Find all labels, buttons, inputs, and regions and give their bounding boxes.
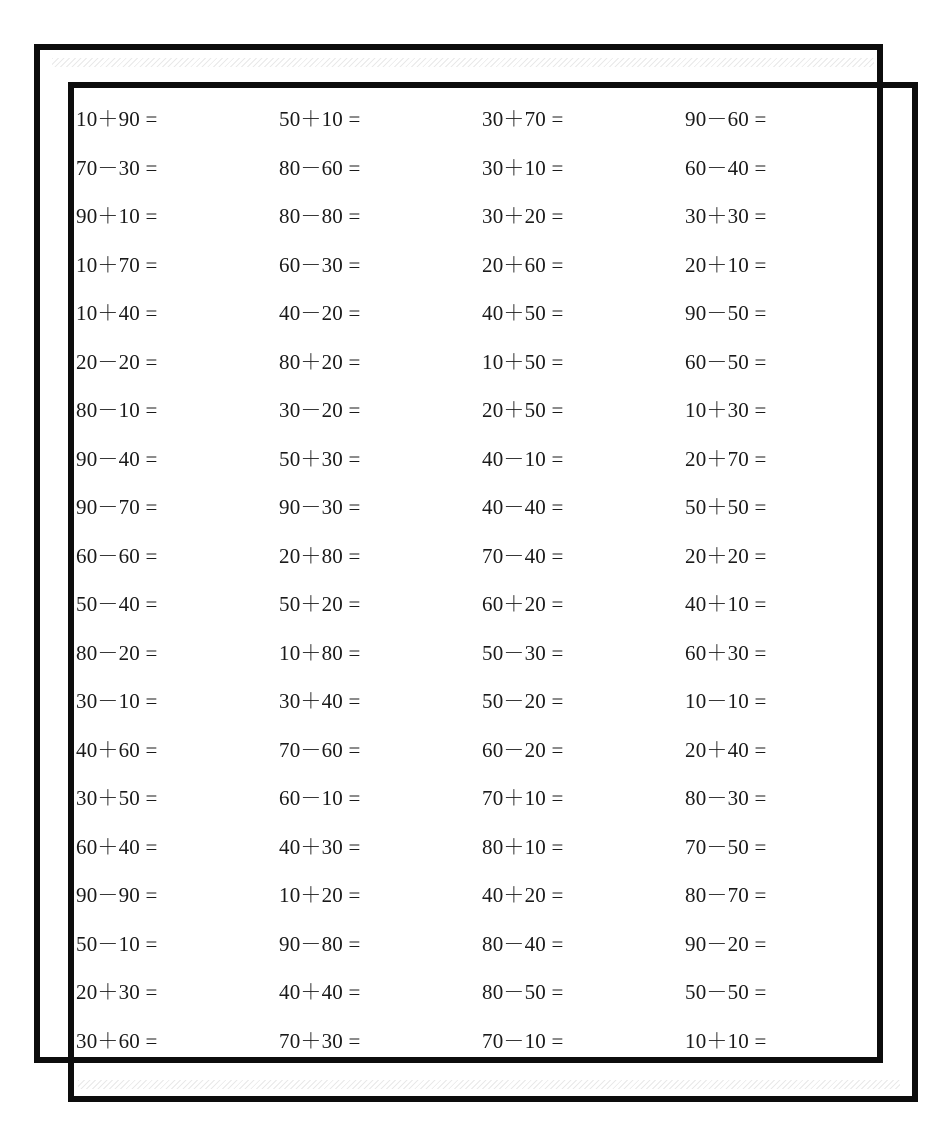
problem: 80＋10 =: [482, 834, 564, 859]
problem: 20＋50 =: [482, 398, 564, 423]
problem: 60－60 =: [76, 543, 158, 568]
problem: 90－20 =: [685, 931, 767, 956]
problem-row: [76, 822, 888, 871]
problem-row: [76, 870, 888, 919]
problem-row: [76, 579, 888, 628]
problem: 90－70 =: [76, 495, 158, 520]
problem: 80＋20 =: [279, 349, 361, 374]
problem-row: [76, 919, 888, 968]
problem-row: [76, 482, 888, 531]
problem-row: [76, 531, 888, 580]
problem: 40＋30 =: [279, 834, 361, 859]
problem: 20＋70 =: [685, 446, 767, 471]
problem: 30＋60 =: [76, 1028, 158, 1053]
problem: 30－20 =: [279, 398, 361, 423]
problem: 40－10 =: [482, 446, 564, 471]
problem: 90－30 =: [279, 495, 361, 520]
problem-row: [76, 94, 888, 143]
problem: 40＋60 =: [76, 737, 158, 762]
problem: 20＋20 =: [685, 543, 767, 568]
problem: 50＋30 =: [279, 446, 361, 471]
problem: 70＋10 =: [482, 786, 564, 811]
problem: 90－40 =: [76, 446, 158, 471]
problem: 30＋30 =: [685, 204, 767, 229]
problem: 60－10 =: [279, 786, 361, 811]
problem: 30＋40 =: [279, 689, 361, 714]
problem: 30－10 =: [76, 689, 158, 714]
problem-row: [76, 967, 888, 1016]
problem: 80－30 =: [685, 786, 767, 811]
problem: 10＋20 =: [279, 883, 361, 908]
problem: 50＋10 =: [279, 107, 361, 132]
problem: 50－10 =: [76, 931, 158, 956]
problem: 10＋70 =: [76, 252, 158, 277]
problem: 50＋20 =: [279, 592, 361, 617]
problem-row: [76, 288, 888, 337]
problem: 80－50 =: [482, 980, 564, 1005]
problem: 50＋50 =: [685, 495, 767, 520]
problem: 50－50 =: [685, 980, 767, 1005]
problem: 60＋30 =: [685, 640, 767, 665]
problem: 10＋50 =: [482, 349, 564, 374]
problem-grid: [76, 94, 888, 1064]
problem: 70－10 =: [482, 1028, 564, 1053]
problem: 90－60 =: [685, 107, 767, 132]
problem-row: [76, 1016, 888, 1065]
problem-row: [76, 337, 888, 386]
problem: 90－80 =: [279, 931, 361, 956]
problem: 80－60 =: [279, 155, 361, 180]
problem-row: [76, 240, 888, 289]
problem: 10＋40 =: [76, 301, 158, 326]
problem: 70＋30 =: [279, 1028, 361, 1053]
problem-row: [76, 143, 888, 192]
problem: 60＋40 =: [76, 834, 158, 859]
problem: 90－90 =: [76, 883, 158, 908]
problem: 20＋40 =: [685, 737, 767, 762]
problem: 30＋70 =: [482, 107, 564, 132]
problem: 40＋20 =: [482, 883, 564, 908]
problem: 40＋40 =: [279, 980, 361, 1005]
problem: 10＋80 =: [279, 640, 361, 665]
problem-row: [76, 385, 888, 434]
problem: 20＋60 =: [482, 252, 564, 277]
bottom-hatch-strip: [78, 1080, 900, 1089]
problem: 30＋50 =: [76, 786, 158, 811]
problem-row: [76, 628, 888, 677]
problem-row: [76, 725, 888, 774]
problem-row: [76, 434, 888, 483]
problem: 60－30 =: [279, 252, 361, 277]
problem-row: [76, 676, 888, 725]
problem: 40－20 =: [279, 301, 361, 326]
problem: 70－30 =: [76, 155, 158, 180]
problem: 10－10 =: [685, 689, 767, 714]
problem: 60－20 =: [482, 737, 564, 762]
problem: 80－10 =: [76, 398, 158, 423]
problem: 50－20 =: [482, 689, 564, 714]
problem: 50－40 =: [76, 592, 158, 617]
problem: 80－70 =: [685, 883, 767, 908]
problem: 60＋20 =: [482, 592, 564, 617]
problem: 20＋10 =: [685, 252, 767, 277]
problem: 50－30 =: [482, 640, 564, 665]
problem-row: [76, 773, 888, 822]
problem: 10＋30 =: [685, 398, 767, 423]
problem: 80－20 =: [76, 640, 158, 665]
problem: 80－80 =: [279, 204, 361, 229]
problem-row: [76, 191, 888, 240]
problem: 60－40 =: [685, 155, 767, 180]
problem: 70－50 =: [685, 834, 767, 859]
problem: 70－60 =: [279, 737, 361, 762]
problem: 60－50 =: [685, 349, 767, 374]
problem: 20＋30 =: [76, 980, 158, 1005]
problem: 20＋80 =: [279, 543, 361, 568]
problem: 40＋10 =: [685, 592, 767, 617]
problem: 10＋90 =: [76, 107, 158, 132]
problem: 10＋10 =: [685, 1028, 767, 1053]
problem: 40＋50 =: [482, 301, 564, 326]
problem: 40－40 =: [482, 495, 564, 520]
problem: 30＋20 =: [482, 204, 564, 229]
problem: 90－50 =: [685, 301, 767, 326]
problem: 30＋10 =: [482, 155, 564, 180]
problem: 70－40 =: [482, 543, 564, 568]
problem: 90＋10 =: [76, 204, 158, 229]
problem: 20－20 =: [76, 349, 158, 374]
problem: 80－40 =: [482, 931, 564, 956]
